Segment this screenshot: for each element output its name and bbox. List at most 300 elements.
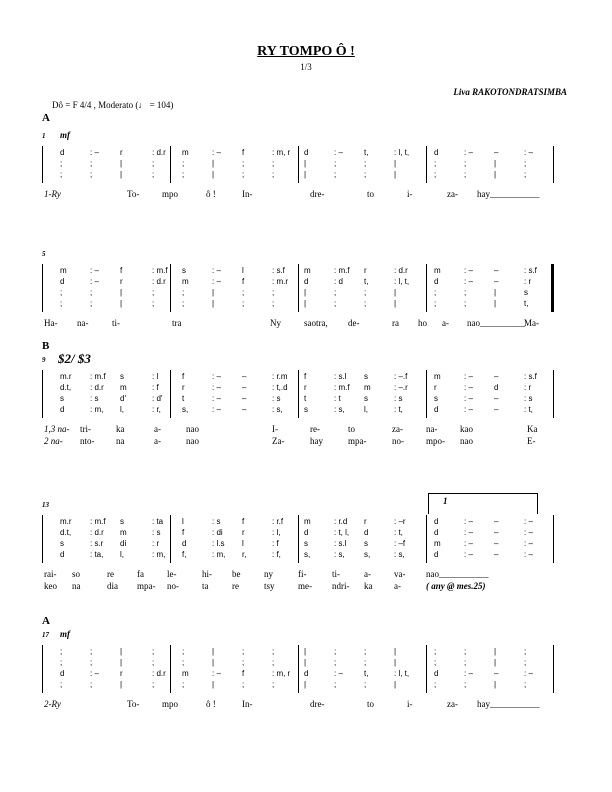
lyric-syllable: Za- [272, 436, 285, 446]
solfa-note: t, [364, 669, 369, 678]
solfa-note: ; [272, 680, 275, 689]
solfa-note: | [304, 159, 307, 168]
lyric-syllable: hay [310, 436, 323, 446]
lyric-syllable: 2-Ry [44, 699, 61, 709]
lyric-syllable: dia [107, 581, 118, 591]
solfa-note: f [242, 517, 245, 526]
solfa-note: : f [152, 383, 159, 392]
solfa-note: l [182, 517, 184, 526]
section-letter: B [42, 340, 50, 352]
solfa-note: ; [364, 159, 367, 168]
barline [298, 264, 299, 312]
solfa-note: r [364, 517, 367, 526]
solfa-note: | [394, 299, 397, 308]
lyric-syllable: na [72, 581, 81, 591]
solfa-note: : – [212, 669, 221, 678]
solfa-note: l, [364, 405, 368, 414]
solfa-note: ; [334, 647, 337, 656]
solfa-note: s [60, 539, 64, 548]
solfa-note: ; [152, 288, 155, 297]
solfa-note: – [242, 394, 247, 403]
solfa-staff [42, 645, 554, 693]
lyric-syllable: re [232, 581, 239, 591]
solfa-note: r, [242, 550, 247, 559]
solfa-note: ; [334, 159, 337, 168]
barline [170, 370, 171, 418]
dynamic-marking: mf [60, 629, 70, 639]
solfa-note: : – [464, 383, 473, 392]
solfa-note: : s.f [524, 372, 537, 381]
solfa-note: : – [464, 528, 473, 537]
solfa-note: ; [524, 658, 527, 667]
solfa-note: ; [182, 647, 185, 656]
solfa-note: – [494, 394, 499, 403]
lyric-syllable: i- [407, 699, 413, 709]
solfa-note: : l [152, 372, 159, 381]
solfa-staff [42, 146, 554, 183]
solfa-note: : m, [152, 550, 166, 559]
solfa-note: : s.l [334, 372, 347, 381]
lyric-syllable: ra [392, 318, 399, 328]
solfa-note: t, [364, 277, 369, 286]
lyric-syllable: le- [167, 569, 177, 579]
solfa-note: : s [212, 517, 221, 526]
solfa-note: : l.s [212, 539, 225, 548]
barline [553, 146, 554, 183]
lyric-syllable: Ny [270, 318, 281, 328]
solfa-note: : t, [394, 405, 403, 414]
solfa-note: r [434, 383, 437, 392]
solfa-note: : d.r [394, 266, 408, 275]
solfa-note: | [120, 288, 123, 297]
lyric-syllable: tri- [80, 424, 91, 434]
lyric-syllable: no- [167, 581, 179, 591]
lyric-syllable: i- [407, 189, 413, 199]
solfa-note: : m.f [152, 266, 168, 275]
solfa-note: d' [120, 394, 126, 403]
solfa-note: s [434, 394, 438, 403]
page-title: RY TOMPO Ô ! [257, 44, 355, 59]
solfa-note: d [434, 517, 439, 526]
solfa-note: m [434, 372, 441, 381]
solfa-note: f [182, 528, 185, 537]
solfa-note: | [212, 299, 215, 308]
solfa-note: | [494, 170, 497, 179]
lyric-syllable: re- [310, 424, 320, 434]
solfa-note: s [364, 372, 368, 381]
solfa-staff [42, 370, 554, 418]
lyric-syllable: ho [418, 318, 427, 328]
solfa-note: ; [434, 288, 437, 297]
solfa-note: ; [182, 159, 185, 168]
solfa-note: d [60, 669, 65, 678]
lyric-syllable: fi- [298, 569, 307, 579]
lyric-syllable: hay___________ [477, 699, 540, 709]
solfa-note: f [242, 277, 245, 286]
section-letter: A [42, 112, 50, 124]
solfa-note: : m.f [334, 266, 350, 275]
solfa-note: : – [464, 277, 473, 286]
solfa-note: : s, [272, 405, 283, 414]
solfa-note: ; [524, 170, 527, 179]
solfa-note: : s.l [334, 539, 347, 548]
lyric-syllable: nao__________ [467, 318, 525, 328]
solfa-note: : s.f [272, 266, 285, 275]
solfa-note: r [304, 383, 307, 392]
solfa-note: : l, t, [394, 148, 410, 157]
tempo-marking: Dô = F 4/4 , Moderato (♩ = 104) [52, 100, 174, 110]
lyric-syllable: ô ! [206, 699, 216, 709]
barline [42, 370, 43, 418]
solfa-note: | [494, 299, 497, 308]
solfa-note: m [120, 528, 127, 537]
solfa-note: ; [242, 170, 245, 179]
solfa-note: : r.m [272, 372, 288, 381]
lyric-syllable: me- [298, 581, 312, 591]
solfa-note: ; [364, 170, 367, 179]
solfa-note: : r.f [272, 517, 284, 526]
solfa-note: m [182, 148, 189, 157]
solfa-note: : t, [394, 528, 403, 537]
solfa-note: ; [60, 647, 63, 656]
solfa-note: : – [524, 528, 533, 537]
solfa-note: ; [242, 680, 245, 689]
lyric-syllable: be [232, 569, 241, 579]
solfa-note: s [364, 394, 368, 403]
lyric-syllable: ( any @ mes.25) [426, 581, 486, 591]
solfa-note: f [242, 669, 245, 678]
lyric-syllable: E- [527, 436, 536, 446]
page-number: 1/3 [300, 62, 312, 72]
solfa-note: d [304, 148, 309, 157]
solfa-note: ; [364, 658, 367, 667]
solfa-note: : l, t, [394, 277, 410, 286]
solfa-note: d [304, 669, 309, 678]
solfa-note: | [212, 288, 215, 297]
solfa-note: ; [90, 680, 93, 689]
solfa-note: d [434, 550, 439, 559]
solfa-note: ; [434, 658, 437, 667]
solfa-note: : – [90, 148, 99, 157]
solfa-note: : l, [272, 528, 281, 537]
solfa-note: m [60, 266, 67, 275]
barline [426, 264, 427, 312]
solfa-note: | [120, 680, 123, 689]
solfa-note: m [182, 277, 189, 286]
solfa-note: ; [434, 170, 437, 179]
solfa-note: | [120, 299, 123, 308]
solfa-note: – [242, 405, 247, 414]
solfa-note: | [120, 658, 123, 667]
solfa-note: ; [90, 299, 93, 308]
solfa-note: d [434, 148, 439, 157]
lyric-syllable: mpo [162, 699, 179, 709]
solfa-note: ; [272, 647, 275, 656]
solfa-note: : – [524, 669, 533, 678]
solfa-note: : t, l, [334, 528, 350, 537]
solfa-note: s [524, 288, 528, 297]
solfa-note: l [242, 266, 244, 275]
solfa-note: s [182, 266, 186, 275]
solfa-note: : s, [334, 550, 345, 559]
solfa-note: : f, [272, 550, 281, 559]
lyric-syllable: to [367, 699, 375, 709]
solfa-note: : – [464, 517, 473, 526]
solfa-note: ; [90, 159, 93, 168]
lyric-syllable: na- [77, 318, 89, 328]
lyric-syllable: 1,3 na- [44, 424, 70, 434]
solfa-note: l, [120, 405, 124, 414]
solfa-note: ; [182, 658, 185, 667]
solfa-note: – [242, 372, 247, 381]
solfa-note: ; [60, 170, 63, 179]
solfa-note: : d [334, 277, 343, 286]
lyric-syllable: In- [242, 189, 253, 199]
solfa-note: ; [242, 647, 245, 656]
solfa-note: : – [464, 372, 473, 381]
lyric-syllable: I- [272, 424, 278, 434]
barline [553, 645, 554, 693]
solfa-note: f [182, 372, 185, 381]
solfa-note: – [242, 383, 247, 392]
lyric-syllable: ka [364, 581, 373, 591]
solfa-note: | [304, 680, 307, 689]
lyric-syllable: a- [154, 424, 161, 434]
solfa-note: : – [464, 669, 473, 678]
lyric-syllable: ka [116, 424, 125, 434]
solfa-note: : d.r [152, 277, 166, 286]
lyric-syllable: na [116, 436, 125, 446]
solfa-note: | [304, 288, 307, 297]
barline [551, 264, 554, 312]
solfa-note: | [212, 658, 215, 667]
solfa-note: : – [334, 148, 343, 157]
solfa-note: : s [394, 394, 403, 403]
solfa-note: ; [464, 159, 467, 168]
lyric-line [42, 699, 582, 711]
solfa-note: : – [464, 148, 473, 157]
solfa-note: | [494, 680, 497, 689]
solfa-note: t [182, 394, 185, 403]
solfa-note: t, [364, 148, 369, 157]
solfa-note: ; [182, 680, 185, 689]
measure-number: 13 [42, 501, 49, 509]
solfa-note: : s, [334, 405, 345, 414]
measure-number: 9 [42, 356, 46, 364]
solfa-note: d [434, 528, 439, 537]
lyric-syllable: In- [242, 699, 253, 709]
lyric-syllable: a- [442, 318, 449, 328]
solfa-note: ; [464, 288, 467, 297]
solfa-note: ; [152, 647, 155, 656]
solfa-note: ; [364, 288, 367, 297]
barline [170, 645, 171, 693]
solfa-note: : t,.d [272, 383, 288, 392]
solfa-note: | [120, 647, 123, 656]
solfa-note: : – [212, 372, 221, 381]
solfa-note: ; [60, 288, 63, 297]
lyric-syllable: so [72, 569, 81, 579]
solfa-note: ; [182, 288, 185, 297]
composer-name: Liva RAKOTONDRATSIMBA [453, 87, 567, 97]
solfa-note: : –.f [394, 372, 408, 381]
barline [42, 645, 43, 693]
solfa-note: ; [90, 170, 93, 179]
barline [426, 146, 427, 183]
solfa-note: ; [182, 170, 185, 179]
solfa-note: l [242, 539, 244, 548]
lyric-syllable: kao [460, 424, 473, 434]
solfa-note: ; [272, 658, 275, 667]
solfa-note: ; [464, 658, 467, 667]
lyric-line [42, 318, 582, 330]
solfa-note: : – [464, 394, 473, 403]
solfa-note: | [394, 170, 397, 179]
solfa-note: | [304, 647, 307, 656]
lyric-syllable: Ha- [44, 318, 58, 328]
lyric-syllable: dre- [310, 189, 325, 199]
solfa-note: : m.r [272, 277, 288, 286]
solfa-note: : – [524, 517, 533, 526]
solfa-note: | [120, 159, 123, 168]
solfa-note: d [494, 383, 499, 392]
barline [170, 264, 171, 312]
solfa-note: t, [524, 299, 529, 308]
solfa-note: : – [524, 550, 533, 559]
solfa-note: ; [464, 170, 467, 179]
solfa-note: | [394, 288, 397, 297]
solfa-note: : m, [212, 550, 226, 559]
measure-number: 5 [42, 250, 46, 258]
solfa-note: ; [152, 159, 155, 168]
solfa-note: : t, [524, 405, 533, 414]
solfa-note: s, [364, 550, 371, 559]
solfa-note: : – [212, 394, 221, 403]
solfa-note: – [494, 405, 499, 414]
solfa-note: f, [182, 550, 187, 559]
lyric-syllable: za- [447, 699, 458, 709]
solfa-note: : –r [394, 517, 406, 526]
barline [298, 370, 299, 418]
barline [42, 264, 43, 312]
solfa-note: : –f [394, 539, 406, 548]
solfa-note: | [494, 658, 497, 667]
solfa-note: ; [152, 170, 155, 179]
barline [170, 515, 171, 563]
solfa-note: : l, t, [394, 669, 410, 678]
lyric-syllable: 1-Ry [44, 189, 61, 199]
lyric-line [42, 424, 582, 436]
solfa-note: : m.f [334, 383, 350, 392]
solfa-note: : – [212, 148, 221, 157]
lyric-line [42, 581, 582, 593]
solfa-note: : s [152, 528, 161, 537]
lyric-syllable: nao [460, 436, 473, 446]
solfa-note: d [60, 405, 65, 414]
solfa-note: ; [90, 658, 93, 667]
solfa-note: d [182, 539, 187, 548]
volta-number: 1 [443, 496, 448, 506]
solfa-note: ; [60, 680, 63, 689]
solfa-note: ; [334, 288, 337, 297]
solfa-note: : – [90, 669, 99, 678]
lyric-syllable: to [367, 189, 375, 199]
solfa-note: d.t, [60, 383, 72, 392]
solfa-note: – [494, 669, 499, 678]
lyric-syllable: mpo- [426, 436, 445, 446]
solfa-note: : – [90, 266, 99, 275]
lyric-line [42, 569, 582, 581]
solfa-note: : ta [152, 517, 164, 526]
solfa-note: : d.r [90, 383, 104, 392]
lyric-syllable: re [107, 569, 114, 579]
solfa-note: ; [90, 288, 93, 297]
solfa-note: m [182, 669, 189, 678]
solfa-note: : d' [152, 394, 163, 403]
solfa-note: ; [334, 680, 337, 689]
barline [426, 515, 427, 563]
solfa-note: d [434, 405, 439, 414]
solfa-note: r [182, 383, 185, 392]
solfa-note: – [494, 517, 499, 526]
solfa-note: ; [364, 299, 367, 308]
lyric-syllable: To- [127, 699, 140, 709]
lyric-line [42, 436, 582, 448]
solfa-note: : s, [394, 550, 405, 559]
solfa-note: : s [524, 394, 533, 403]
solfa-note: r [120, 669, 123, 678]
solfa-staff [42, 264, 554, 312]
solfa-note: s, [182, 405, 189, 414]
solfa-note: d [364, 528, 369, 537]
solfa-note: ; [464, 299, 467, 308]
solfa-note: : – [464, 550, 473, 559]
solfa-note: ; [242, 159, 245, 168]
solfa-note: ; [272, 299, 275, 308]
solfa-note: m [434, 266, 441, 275]
solfa-note: | [394, 680, 397, 689]
solfa-note: ; [334, 299, 337, 308]
solfa-note: ; [524, 647, 527, 656]
solfa-note: : r [524, 383, 532, 392]
solfa-note: : – [212, 277, 221, 286]
solfa-note: : – [464, 266, 473, 275]
solfa-note: r [120, 148, 123, 157]
solfa-note: – [494, 148, 499, 157]
solfa-note: | [212, 680, 215, 689]
measure-number: 1 [42, 132, 46, 140]
lyric-syllable: tsy [264, 581, 275, 591]
solfa-note: s [120, 517, 124, 526]
lyric-syllable: ti- [112, 318, 120, 328]
solfa-note: d [60, 550, 65, 559]
solfa-note: ; [242, 288, 245, 297]
solfa-note: s [120, 372, 124, 381]
solfa-note: : – [212, 383, 221, 392]
measure-number: 17 [42, 631, 49, 639]
solfa-note: – [494, 528, 499, 537]
solfa-note: ; [464, 647, 467, 656]
lyric-syllable: To- [127, 189, 140, 199]
solfa-note: m.r [60, 517, 72, 526]
barline [298, 515, 299, 563]
solfa-note: m.r [60, 372, 72, 381]
solfa-note: l, [120, 550, 124, 559]
lyric-syllable: a- [364, 569, 371, 579]
barline [426, 645, 427, 693]
solfa-note: r [364, 266, 367, 275]
solfa-note: : f [272, 539, 279, 548]
